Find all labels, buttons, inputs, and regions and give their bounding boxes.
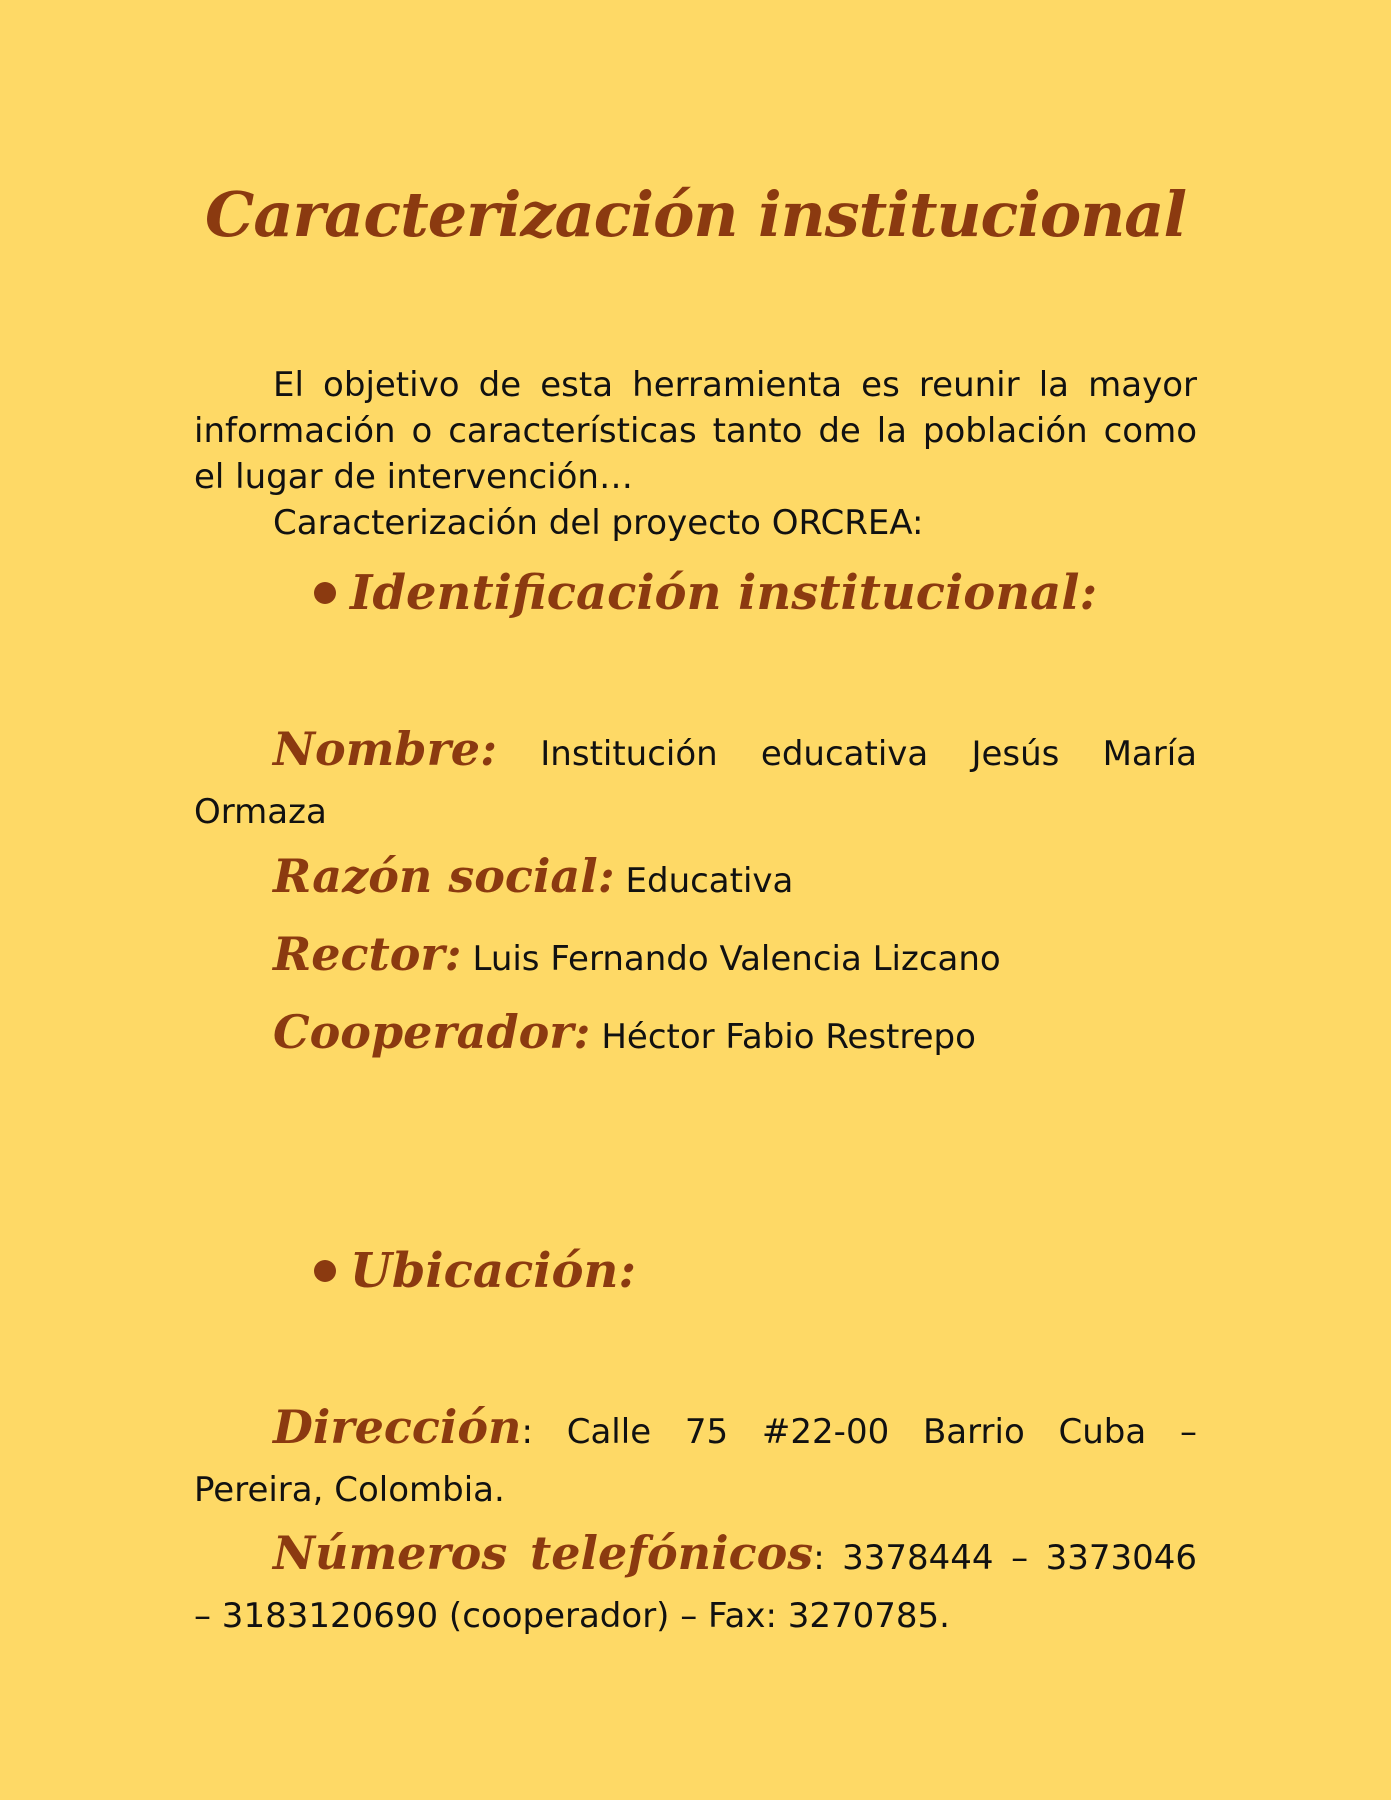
razon-social-field <box>273 849 1197 904</box>
cooperador-value: Héctor Fabio Restrepo <box>601 1017 976 1057</box>
cooperador-label: Cooperador: <box>273 1005 591 1059</box>
bullet-icon <box>314 1260 336 1282</box>
nombre-label: Nombre: <box>273 722 498 776</box>
intro-subtitle: Caracterización del proyecto ORCREA: <box>273 503 924 543</box>
identificacion-heading-text: Identificación institucional: <box>350 565 1098 621</box>
intro-paragraph: El objetivo de esta herramienta es reunir la mayor información o características tanto de la población como el lugar de intervención… <box>194 365 1197 497</box>
bullet-icon <box>314 582 336 604</box>
razon-social-label: Razón social: <box>273 849 615 903</box>
razon-social-value: Educativa <box>625 861 794 901</box>
telefonos-field <box>194 1526 1197 1645</box>
rector-value: Luis Fernando Valencia Lizcano <box>472 939 1001 979</box>
nombre-value: Institución educativa Jesús María Ormaza <box>194 734 1197 832</box>
direccion-field <box>194 1400 1197 1519</box>
ubicacion-heading-text: Ubicación: <box>350 1243 637 1299</box>
cooperador-field <box>273 1005 1197 1060</box>
ubicacion-heading <box>314 1241 636 1301</box>
direccion-value: : Calle 75 #22-00 Barrio Cuba – Pereira, Colombia. <box>194 1412 1197 1510</box>
direccion-label: Dirección <box>273 1400 522 1454</box>
telefonos-value: : 3378444 – 3373046 – 3183120690 (cooperador) – Fax: 3270785. <box>194 1538 1197 1636</box>
rector-field <box>273 927 1197 982</box>
page-title: Caracterización institucional <box>204 178 1186 251</box>
rector-label: Rector: <box>273 927 462 981</box>
identificacion-heading <box>314 563 1097 623</box>
telefonos-label: Números telefónicos <box>273 1526 814 1580</box>
nombre-field <box>194 722 1197 841</box>
